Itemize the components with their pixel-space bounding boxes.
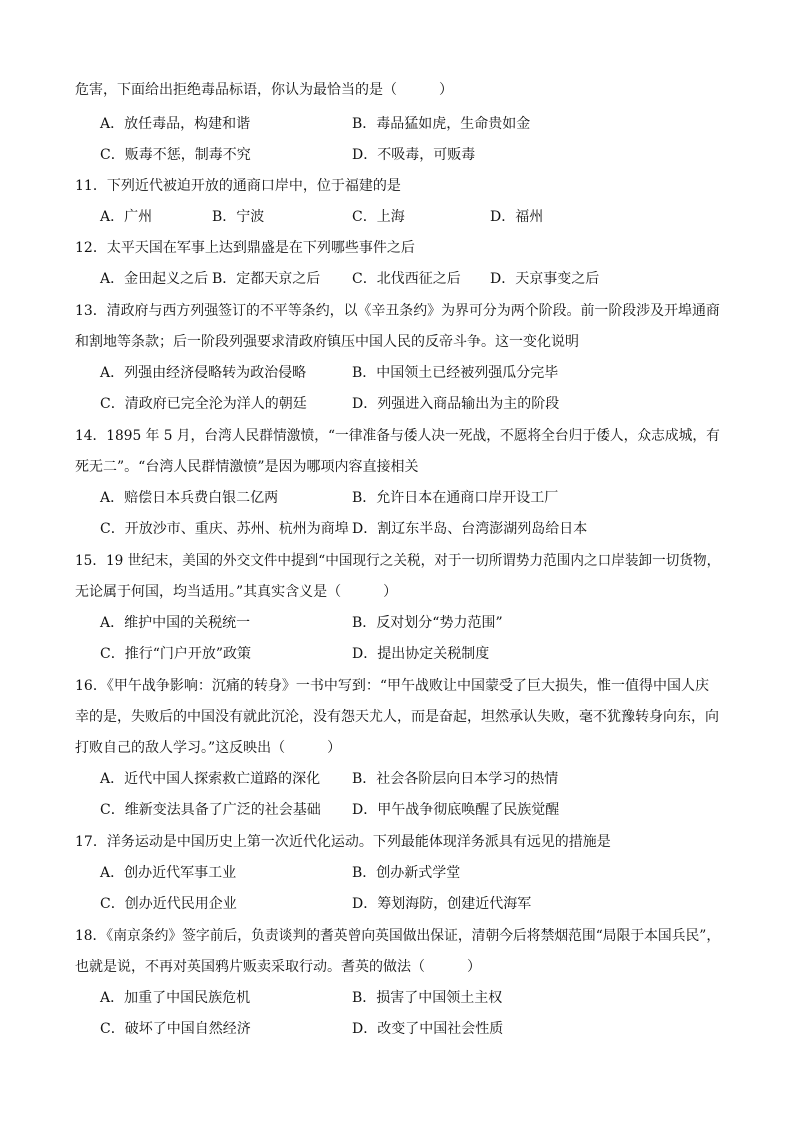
- question-15-option-c[interactable]: C．推行“门户开放”政策: [100, 646, 252, 662]
- question-12-option-b[interactable]: B．定都天京之后: [212, 271, 321, 287]
- question-13-option-d[interactable]: D．列强进入商品输出为主的阶段: [352, 396, 560, 412]
- question-15-option-d[interactable]: D．提出协定关税制度: [352, 646, 490, 662]
- question-14-option-a[interactable]: A．赔偿日本兵费白银二亿两: [100, 490, 279, 506]
- question-16-stem-line-3: 打败自己的敌人学习。”这反映出（ ）: [75, 740, 342, 756]
- question-16-option-a[interactable]: A．近代中国人探索救亡道路的深化: [100, 771, 321, 787]
- question-17-option-a[interactable]: A．创办近代军事工业: [100, 865, 237, 881]
- question-18-stem-line-2: 也就是说，不再对英国鸦片贩卖采取行动。耆英的做法（ ）: [75, 959, 481, 975]
- question-18-option-d[interactable]: D．改变了中国社会性质: [352, 1021, 504, 1037]
- question-11-option-b[interactable]: B．宁波: [212, 209, 265, 225]
- question-11-stem: 11．下列近代被迫开放的通商口岸中，位于福建的是: [75, 178, 401, 194]
- question-13-option-c[interactable]: C．清政府已完全沦为洋人的朝廷: [100, 396, 307, 412]
- question-17-option-d[interactable]: D．筹划海防，创建近代海军: [352, 896, 532, 912]
- question-16-option-c[interactable]: C．维新变法具备了广泛的社会基础: [100, 802, 321, 818]
- question-16-stem-line-2: 幸的是，失败后的中国没有就此沉沦，没有怨天尤人，而是奋起，坦然承认失败，毫不犹豫转身向东，向: [75, 709, 719, 725]
- question-18-stem-line-1: 18．《南京条约》签字前后，负责谈判的耆英曾向英国做出保证，清朝今后将禁烟范围“局限于本国兵民”，: [75, 928, 721, 944]
- question-18-option-a[interactable]: A．加重了中国民族危机: [100, 990, 251, 1006]
- question-10-option-a[interactable]: A．放任毒品，构建和谐: [100, 116, 251, 132]
- question-18-option-b[interactable]: B．损害了中国领土主权: [352, 990, 503, 1006]
- question-12-option-a[interactable]: A．金田起义之后: [100, 271, 209, 287]
- question-15-option-b[interactable]: B．反对划分“势力范围”: [352, 615, 503, 631]
- question-14-option-d[interactable]: D．割辽东半岛、台湾澎湖列岛给日本: [352, 521, 588, 537]
- question-18-option-c[interactable]: C．破坏了中国自然经济: [100, 1021, 251, 1037]
- question-13-stem-line-1: 13．清政府与西方列强签订的不平等条约，以《辛丑条约》为界可分为两个阶段。前一阶段涉及开埠通商: [75, 303, 720, 319]
- question-14-stem-line-2: 死无二”。“台湾人民群情激愤”是因为哪项内容直接相关: [75, 459, 419, 475]
- question-11-option-d[interactable]: D．福州: [490, 209, 544, 225]
- question-16-option-d[interactable]: D．甲午战争彻底唤醒了民族觉醒: [352, 802, 560, 818]
- question-16-option-b[interactable]: B．社会各阶层向日本学习的热情: [352, 771, 559, 787]
- question-14-option-b[interactable]: B．允许日本在通商口岸开设工厂: [352, 490, 559, 506]
- question-17-option-b[interactable]: B．创办新式学堂: [352, 865, 461, 881]
- question-13-option-b[interactable]: B．中国领土已经被列强瓜分完毕: [352, 365, 559, 381]
- question-10-stem: 危害，下面给出拒绝毒品标语，你认为最恰当的是（ ）: [75, 82, 453, 98]
- question-13-stem-line-2: 和割地等条款；后一阶段列强要求清政府镇压中国人民的反帝斗争。这一变化说明: [75, 334, 579, 350]
- question-13-option-a[interactable]: A．列强由经济侵略转为政治侵略: [100, 365, 307, 381]
- question-11-option-a[interactable]: A．广州: [100, 209, 153, 225]
- question-12-stem: 12．太平天国在军事上达到鼎盛是在下列哪些事件之后: [75, 240, 415, 256]
- question-10-option-d[interactable]: D．不吸毒，可贩毒: [352, 147, 476, 163]
- question-16-stem-line-1: 16．《甲午战争影响：沉痛的转身》一书中写到：“甲午战败让中国蒙受了巨大损失，惟一值得中国人庆: [75, 678, 709, 694]
- question-15-option-a[interactable]: A．维护中国的关税统一: [100, 615, 251, 631]
- question-10-option-b[interactable]: B．毒品猛如虎，生命贵如金: [352, 116, 531, 132]
- question-14-stem-line-1: 14．1895 年 5 月，台湾人民群情激愤，“一律准备与倭人决一死战，不愿将全台归于倭人，众志成城，有: [75, 428, 720, 444]
- question-17-option-c[interactable]: C．创办近代民用企业: [100, 896, 237, 912]
- question-12-option-c[interactable]: C．北伐西征之后: [352, 271, 461, 287]
- question-14-option-c[interactable]: C．开放沙市、重庆、苏州、杭州为商埠: [100, 521, 349, 537]
- question-11-option-c[interactable]: C．上海: [352, 209, 405, 225]
- question-15-stem-line-1: 15．19 世纪末，美国的外交文件中提到“中国现行之关税，对于一切所谓势力范围内之口岸装卸一切货物，: [75, 553, 721, 569]
- question-17-stem: 17．洋务运动是中国历史上第一次近代化运动。下列最能体现洋务派具有远见的措施是: [75, 834, 611, 850]
- question-12-option-d[interactable]: D．天京事变之后: [490, 271, 600, 287]
- question-10-option-c[interactable]: C．贩毒不惩，制毒不究: [100, 147, 251, 163]
- question-15-stem-line-2: 无论属于何国，均当适用。”其真实含义是（ ）: [75, 584, 398, 600]
